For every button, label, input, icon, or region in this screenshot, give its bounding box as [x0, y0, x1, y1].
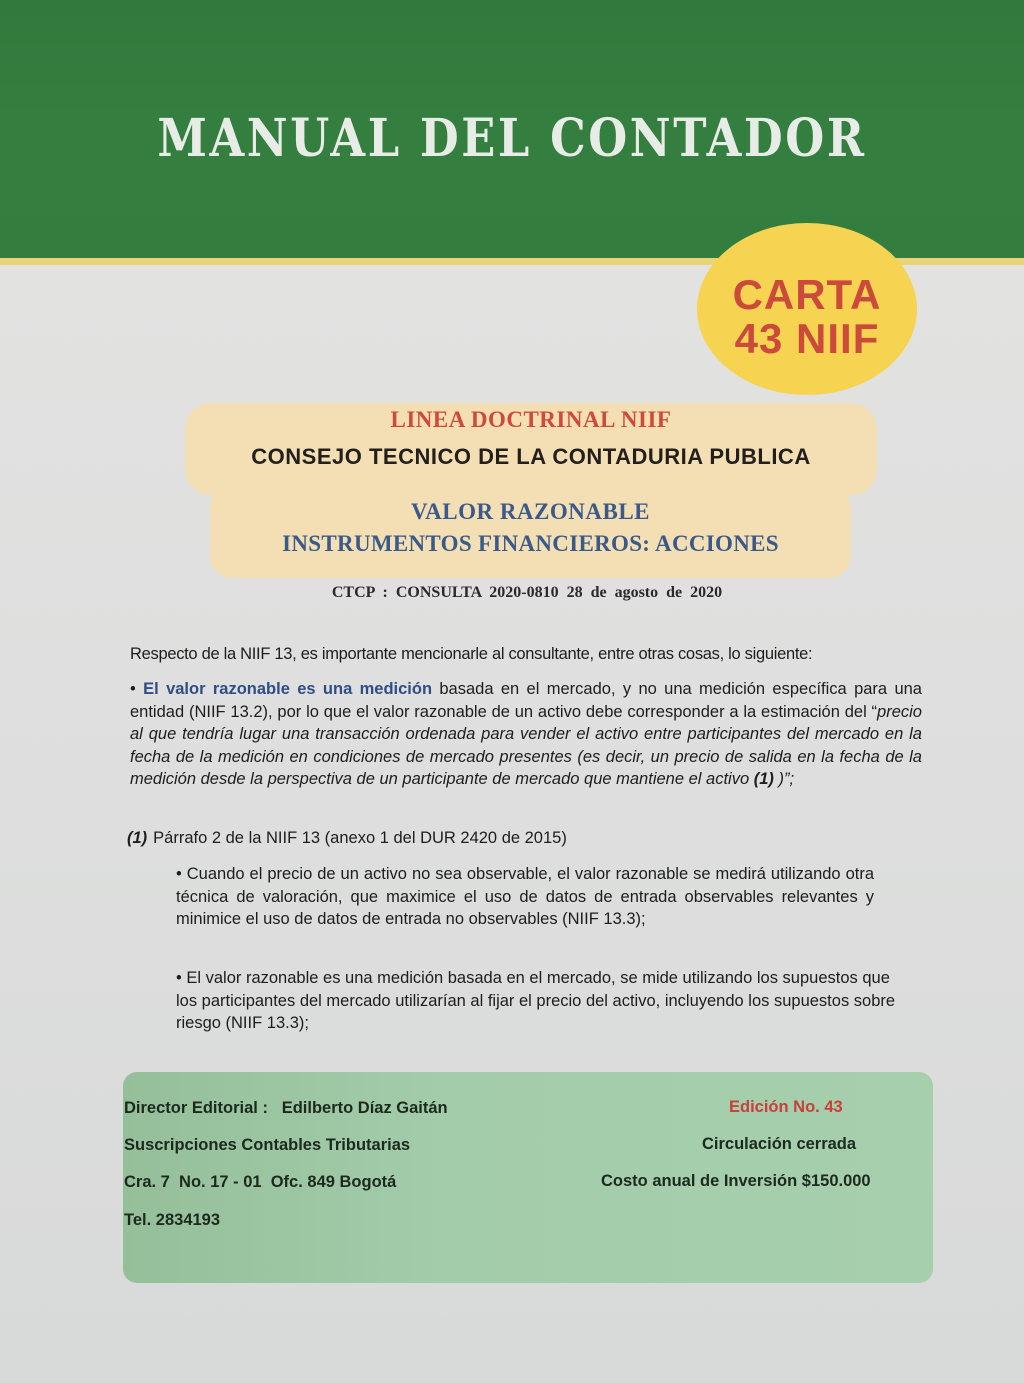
edition-number: Edición No. 43: [729, 1098, 843, 1116]
quoted-definition: precio al que tendría lugar una transacción ordenada para vender el activo entre participantes del mercado en la fecha de la medición en condiciones de mercado presentes (es decir, un precio de salida en la fecha de la medición desde la perspectiva de un participante de mercado que mantiene el activo: [130, 702, 922, 788]
doctrinal-line: LINEA DOCTRINAL NIIF: [390, 407, 672, 432]
badge-line-1: CARTA: [732, 271, 882, 318]
footnote: [127, 827, 927, 850]
publication-title: MANUAL DEL CONTADOR: [157, 108, 867, 169]
circulation: Circulación cerrada: [702, 1135, 857, 1153]
paragraph-text: basada en el mercado, y no una medición específica para una entidad (NIIF 13.2), por lo que el valor razonable de un activo debe corresponder a la estimación del “: [130, 680, 922, 721]
sub-bullet: • Cuando el precio de un activo no sea observable, el valor razonable se medirá utilizando otra técnica de valoración, que maximice el uso de datos de entrada observables relevantes y minimice el uso de datos de entrada no observables (NIIF 13.3);: [176, 865, 874, 928]
footnote-ref: (1): [753, 770, 774, 788]
company-name: Suscripciones Contables Tributarias: [124, 1136, 411, 1154]
badge-line-2: 43 NIIF: [734, 315, 880, 362]
topic-title: VALOR RAZONABLE: [410, 499, 651, 524]
editorial-director: Director Editorial : Edilberto Díaz Gaitán: [124, 1099, 448, 1117]
council-name: CONSEJO TECNICO DE LA CONTADURIA PUBLICA: [251, 444, 811, 469]
footnote-number: (1): [127, 829, 148, 847]
highlight-text: El valor razonable es una medición: [143, 680, 433, 698]
carta-badge: [697, 223, 917, 395]
phone: Tel. 2834193: [124, 1211, 221, 1229]
intro-paragraph: Respecto de la NIIF 13, es importante mencionarle al consultante, entre otras cosas, lo siguiente:: [130, 645, 813, 663]
bullet: •: [130, 680, 144, 698]
annual-cost: Costo anual de Inversión $150.000: [601, 1172, 871, 1190]
sub-bullet: • El valor razonable es una medición basada en el mercado, se mide utilizando los supuestos que los participantes del mercado utilizarían al fijar el precio del activo, incluyendo los supuestos sobre riesgo (NIIF 13.3);: [176, 969, 896, 1032]
quote-close: )”;: [773, 770, 795, 788]
footnote-text: Párrafo 2 de la NIIF 13 (anexo 1 del DUR 2420 de 2015): [153, 829, 567, 847]
main-paragraph: [130, 678, 922, 791]
consultation-reference: CTCP : CONSULTA 2020-0810 28 de agosto de 2020: [331, 584, 723, 601]
address: Cra. 7 No. 17 - 01 Ofc. 849 Bogotá: [124, 1173, 397, 1191]
topic-subtitle: INSTRUMENTOS FINANCIEROS: ACCIONES: [282, 531, 779, 556]
